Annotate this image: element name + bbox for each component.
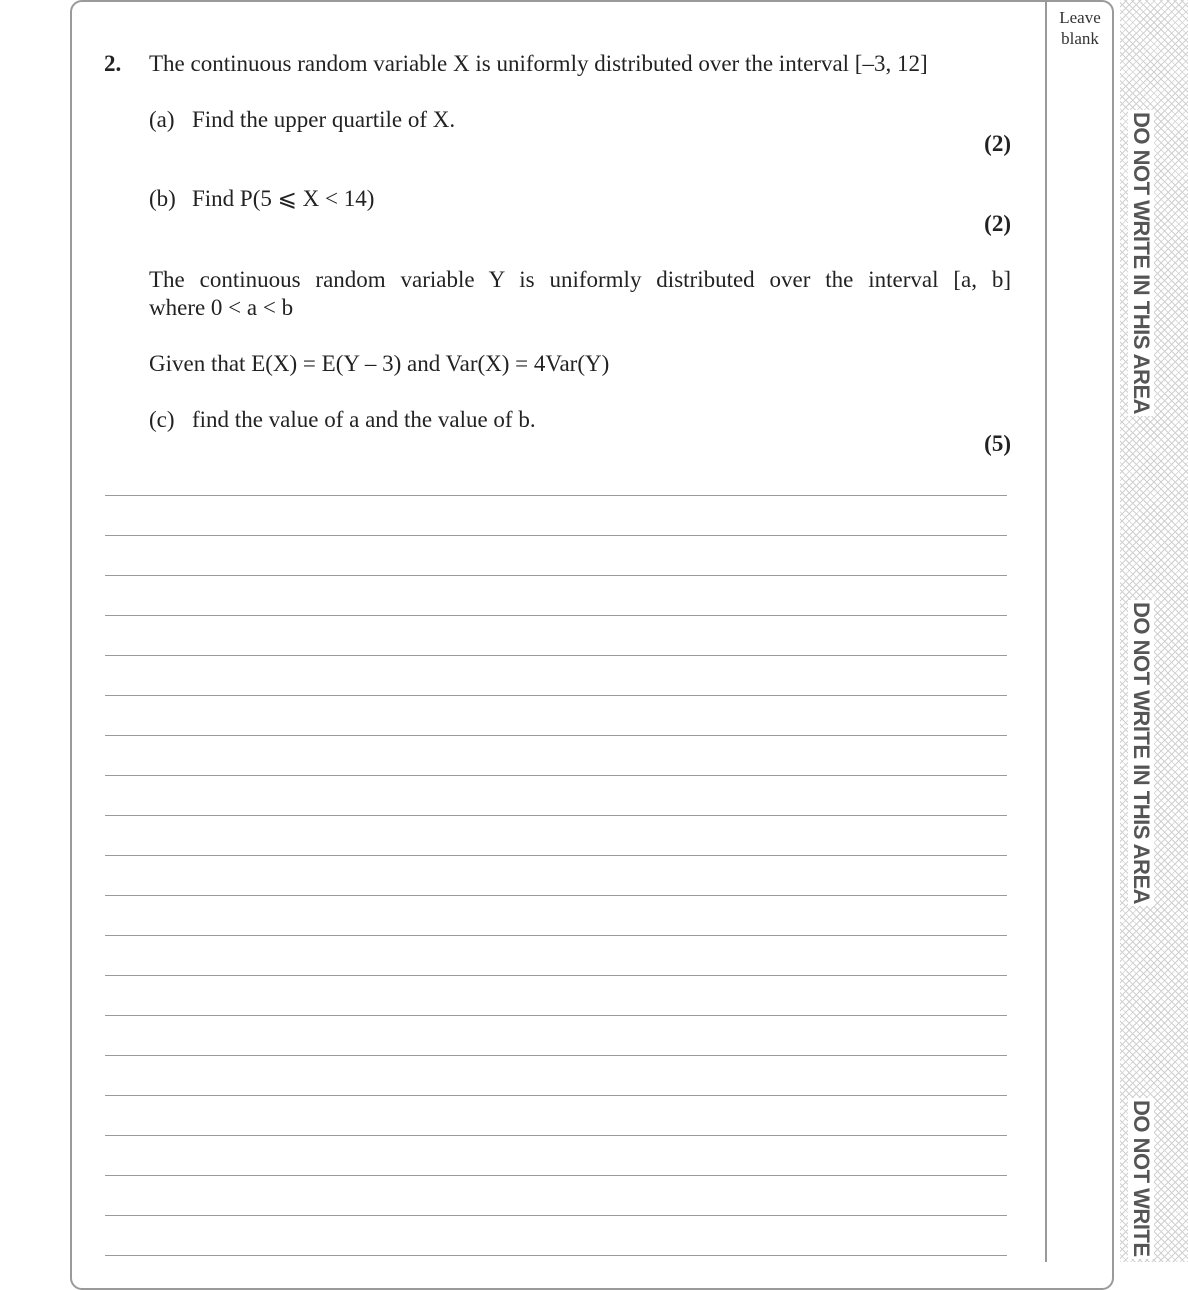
part-b-text: Find P(5 ⩽ X < 14) [192, 186, 375, 211]
part-c-marks: (5) [984, 431, 1011, 456]
answer-line[interactable] [105, 1015, 1007, 1016]
answer-line[interactable] [105, 855, 1007, 856]
margin-divider [1045, 0, 1047, 1262]
answer-line[interactable] [105, 655, 1007, 656]
answer-line[interactable] [105, 735, 1007, 736]
answer-line[interactable] [105, 1095, 1007, 1096]
answer-line[interactable] [105, 815, 1007, 816]
context-line-1: The continuous random variable Y is uniformly distributed over the interval [a, b] [149, 267, 1011, 292]
answer-line[interactable] [105, 575, 1007, 576]
context-line-2: where 0 < a < b [149, 295, 294, 320]
answer-line[interactable] [105, 695, 1007, 696]
leave-blank-line-1: Leave [1059, 8, 1101, 27]
answer-line[interactable] [105, 1055, 1007, 1056]
answer-line[interactable] [105, 495, 1007, 496]
answer-line[interactable] [105, 1135, 1007, 1136]
part-c-text: find the value of a and the value of b. [192, 407, 536, 432]
answer-line[interactable] [105, 935, 1007, 936]
answer-line[interactable] [105, 975, 1007, 976]
leave-blank-line-2: blank [1061, 29, 1099, 48]
part-b [149, 185, 374, 213]
answer-line[interactable] [105, 615, 1007, 616]
question-number: 2. [104, 51, 122, 76]
part-a-label: (a) [149, 107, 175, 132]
do-not-write-warning: DO NOT WRITE IN THIS AREA [1129, 112, 1154, 415]
part-b-marks: (2) [984, 211, 1011, 236]
do-not-write-warning: DO NOT WRITE IN THIS AREA [1129, 602, 1154, 905]
answer-line[interactable] [105, 775, 1007, 776]
question-stem: The continuous random variable X is uniformly distributed over the interval [–3, 12] [149, 51, 928, 76]
do-not-write-warning: DO NOT WRITE [1129, 1100, 1154, 1257]
answer-line[interactable] [105, 895, 1007, 896]
part-a-marks: (2) [984, 131, 1011, 156]
answer-line[interactable] [105, 535, 1007, 536]
part-c [149, 406, 536, 434]
answer-line[interactable] [105, 1175, 1007, 1176]
part-c-label: (c) [149, 407, 175, 432]
leave-blank-label [1048, 7, 1112, 49]
answer-line[interactable] [105, 1215, 1007, 1216]
part-b-label: (b) [149, 186, 176, 211]
given-condition: Given that E(X) = E(Y – 3) and Var(X) = 4Var(Y) [149, 351, 610, 376]
part-a [149, 106, 455, 134]
answer-line[interactable] [105, 1255, 1007, 1256]
part-a-text: Find the upper quartile of X. [192, 107, 456, 132]
